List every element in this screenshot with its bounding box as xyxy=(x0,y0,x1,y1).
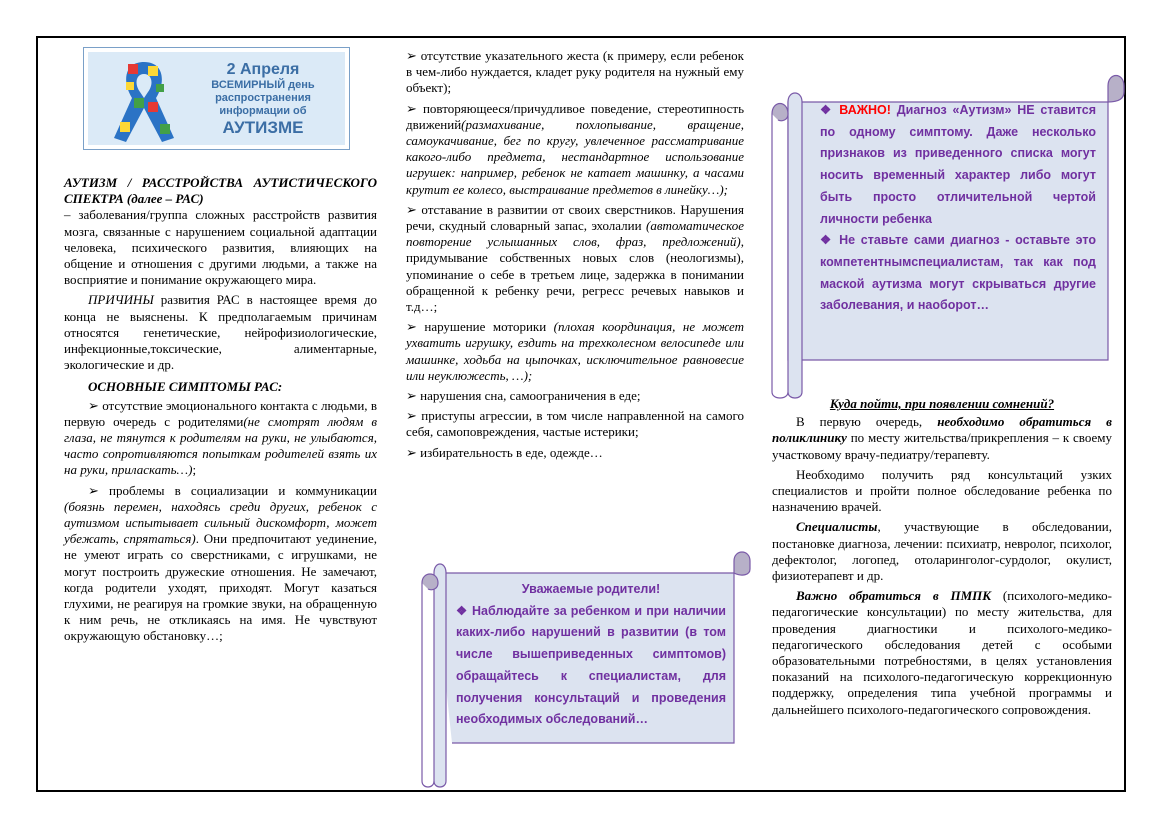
symptom-item: ➢ отсутствие указательного жеста (к примеру, если ребенок в чем-либо нуждается, кладет руку родителя на нужный ему объект); xyxy=(406,48,744,97)
symptom-3-text: повторяющееся/причудливое поведение, стереотипность движений xyxy=(406,100,744,132)
column-1 xyxy=(64,175,377,649)
causes-text: развития РАС в настоящее время до конца не выяснены. К предполагаемым причинам относятся генетические, нейрофизиологические, инфекционные,токсические, алиментарные, экологические и др. xyxy=(64,292,377,373)
banner-date: 2 Апреля xyxy=(226,61,300,78)
autism-day-banner xyxy=(83,47,350,150)
banner-text xyxy=(184,60,342,138)
symptom-item xyxy=(64,398,377,479)
symptom-2-text: проблемы в социализации и коммуникации xyxy=(109,482,377,498)
parents-scroll-title: Уважаемые родители! xyxy=(521,582,661,596)
important-scroll-text xyxy=(820,100,1096,317)
symptoms-heading: ОСНОВНЫЕ СИМПТОМЫ РАС: xyxy=(88,379,283,395)
p1-emphasis: необходимо обратиться в поликлинику xyxy=(772,414,1112,446)
symptom-2-italic: (боязнь перемен, находясь среди других, ребенок с аутизмом испытывает сильный дискомфорт, может убежать, спрятаться) xyxy=(64,498,377,547)
symptom-1-text: отсутствие эмоционального контакта с людьми, в первую очередь с родителями xyxy=(64,397,377,429)
info-paragraph xyxy=(772,588,1112,718)
parents-scroll-text xyxy=(456,579,726,731)
symptom-item: ➢ приступы агрессии, в том числе направленной на самого себя, самоповреждения, частые истерики; xyxy=(406,408,744,440)
symptom-item xyxy=(64,483,377,645)
p1-text: В первую очередь, xyxy=(796,414,938,430)
causes-title: ПРИЧИНЫ xyxy=(88,292,154,308)
diamond-bullet-icon: ❖ xyxy=(820,103,840,117)
symptom-5-text: нарушение моторики xyxy=(424,319,554,335)
symptom-1-end: ; xyxy=(192,462,197,478)
intro-text: – заболевания/группа сложных расстройств развития мозга, связанные с нарушением социальной адаптации человека, психического развития, влияющих на общение и отношения с другими людьми, а также на восприятие и понимание окружающего мира. xyxy=(64,207,377,288)
important-paragraph xyxy=(820,100,1096,230)
symptom-item xyxy=(406,319,744,384)
parents-scroll xyxy=(416,543,752,791)
banner-line-3: распространения xyxy=(215,92,311,104)
symptom-4-italic: (автоматическое повторение услышанных слов, фраз, предложений) xyxy=(406,218,744,250)
symptom-item: ➢ нарушения сна, самоограничения в еде; xyxy=(406,388,744,404)
important-scroll xyxy=(768,62,1128,402)
symptom-5-italic: (плохая координация, не может ухватить игрушку, ездить на трехколесном велосипеде или машинке, ходьба на цыпочках, исключительное равновесие или неуклюжесть, …); xyxy=(406,319,744,383)
info-paragraph: Необходимо получить ряд консультаций узких специалистов и пройти полное обследование ребенка по назначению врачей. xyxy=(772,466,1112,515)
causes-paragraph xyxy=(64,292,377,373)
intro-title: АУТИЗМ / РАССТРОЙСТВА АУТИСТИЧЕСКОГО СПЕКТРА (далее – РАС) xyxy=(64,175,377,207)
important-text-1: Диагноз «Аутизм» НЕ ставится по одному симптому. Даже несколько признаков из приведенного списка могут носить временный характер либо могут быть просто отличительной чертой личности ребенка xyxy=(820,103,1096,226)
p3-emphasis: Специалисты xyxy=(796,519,878,535)
banner-line-5: АУТИЗМЕ xyxy=(222,118,304,137)
p1-end: по месту жительства/прикрепления – к своему участковому врачу-педиатру/терапевту. xyxy=(772,430,1112,462)
symptom-2-end: . Они предпочитают уединение, не умеют играть со сверстниками, с игрушками, не могут построить дружеские отношения. Не замечают, когда родители уходят, приходят. Могут казаться глухими, не реагируя на громкие звуки, на обращенную к ним речь, не откликаясь на имя. Не чувствуют окружающую обстановку…; xyxy=(64,531,377,644)
where-to-go-heading: Куда пойти, при появлении сомнений? xyxy=(829,396,1055,411)
p4-text: (психолого-медико-педагогические консультации) по месту жительства, для проведения диагностики и психолого-медико-педагогического обследования детей с особыми образовательными потребностями, в целях установления показаний на психолого-педагогическую коррекционную поддержку, определения типа учебной программы и дальнейшего психолого-педагогического сопровождения. xyxy=(772,588,1112,717)
symptom-item xyxy=(406,202,744,315)
important-label: ВАЖНО! xyxy=(839,103,891,117)
puzzle-ribbon-icon xyxy=(104,52,184,148)
symptom-item xyxy=(406,101,744,198)
symptom-4-text: отставание в развитии от своих сверстников. Нарушения речи, скудный словарный запас, эхолалии xyxy=(406,201,744,234)
p3-text: , участвующие в обследовании, постановке диагноза, лечении: психиатр, невролог, психолог, дефектолог, логопед, отоларинголог-сурдолог, окулист, физиотерапевт и др. xyxy=(772,519,1112,584)
symptom-1-italic: (не смотрят людям в глаза, не тянутся к родителям на руки, не улыбаются, часто сопротивляются попыткам родителей взять их на руки, приласкать…) xyxy=(64,413,377,478)
info-paragraph xyxy=(772,519,1112,584)
banner-line-4: информации об xyxy=(219,105,307,117)
intro-paragraph xyxy=(64,175,377,288)
important-text-2: ❖ Не ставьте сами диагноз - оставьте это компетентнымспециалистам, так как под маской аутизма могут скрываться другие заболевания, и наоборот… xyxy=(820,233,1096,313)
symptom-3-italic: (размахивание, похлопывание, вращение, самоукачивание, бег по кругу, увлеченное рассматривание какого-либо предмета, нестандартное использование игрушек: например, ребенок не катает машинку, а часами крутит ее колесо, выстраивание предметов в линейку…); xyxy=(406,116,744,197)
banner-line-2: ВСЕМИРНЫЙ день xyxy=(211,79,315,91)
info-paragraph xyxy=(772,414,1112,463)
symptom-4-end: , придумывание собственных новых слов (неологизмы), упоминание о себе в третьем лице, задержка в понимании обращенной к ребенку речи, регресс речевых навыков и т.д…; xyxy=(406,234,744,315)
symptom-item: ➢ избирательность в еде, одежде… xyxy=(406,445,744,461)
column-3 xyxy=(772,396,1112,722)
column-2 xyxy=(406,48,744,465)
p4-emphasis: Важно обратиться в ПМПК xyxy=(796,588,992,604)
parents-scroll-body: ❖ Наблюдайте за ребенком и при наличии каких-либо нарушений в развитии (в том числе вышеприведенных симптомов) обращайтесь к специалистам, для получения консультаций и проведения необходимых обследований… xyxy=(456,603,726,727)
